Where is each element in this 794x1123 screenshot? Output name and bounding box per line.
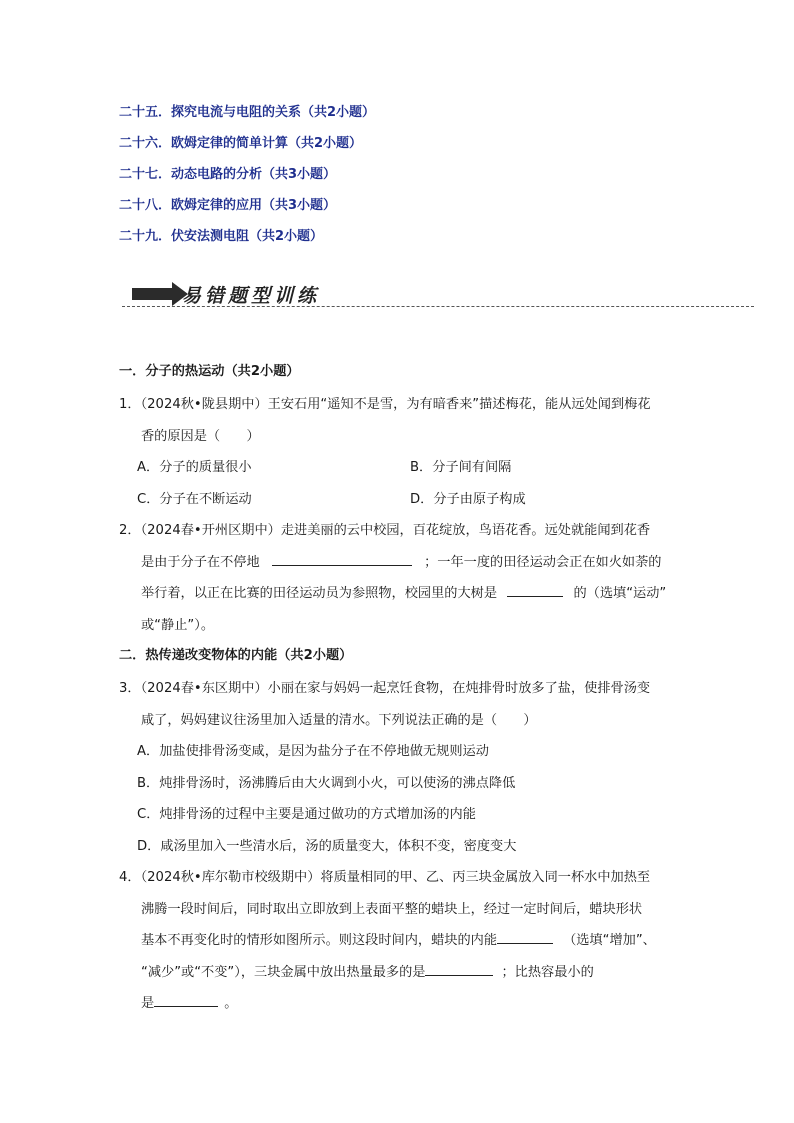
toc-item-27[interactable]: 二十七．动态电路的分析（共3小题）	[119, 167, 337, 182]
question-4-text: 。	[224, 996, 238, 1011]
toc-item-26[interactable]: 二十六．欧姆定律的简单计算（共2小题）	[119, 136, 363, 151]
option-b[interactable]: B．炖排骨汤时，汤沸腾后由大火调到小火，可以使汤的沸点降低	[137, 775, 516, 791]
option-c[interactable]: C．分子在不断运动	[137, 491, 252, 507]
answer-blank[interactable]	[154, 992, 218, 1007]
question-2-line-4: 或“静止”）。	[141, 617, 215, 633]
section-title-2: 二．热传递改变物体的内能（共2小题）	[119, 648, 353, 663]
question-2-line-1: 2．（2024春•开州区期中）走进美丽的云中校园，百花绽放，鸟语花香。远处就能闻到花香	[119, 523, 651, 538]
answer-blank[interactable]	[497, 929, 553, 944]
question-4	[119, 862, 689, 1020]
question-1	[119, 389, 689, 515]
question-2-line-3	[119, 578, 689, 610]
toc-item-25[interactable]: 二十五．探究电流与电阻的关系（共2小题）	[119, 105, 376, 120]
question-4-line-4	[119, 957, 689, 989]
question-4-text: ；比热容最小的	[501, 964, 594, 980]
question-4-line-1: 4．（2024秋•库尔勒市校级期中）将质量相同的甲、乙、丙三块金属放入同一杯水中加热至	[119, 870, 651, 885]
question-2-text: 是由于分子在不停地	[141, 554, 260, 570]
answer-blank[interactable]	[507, 582, 563, 597]
question-4-text: 是	[141, 996, 155, 1011]
question-4-text: “减少”或“不变”），三块金属中放出热量最多的是	[141, 964, 426, 980]
option-d[interactable]: D．咸汤里加入一些清水后，汤的质量变大，体积不变，密度变大	[137, 838, 517, 854]
question-2-text: ；一年一度的田径运动会正在如火如荼的	[424, 554, 662, 570]
question-4-line-3	[119, 925, 689, 957]
question-4-line-5	[119, 988, 689, 1020]
toc-list	[119, 102, 375, 257]
question-3-line-1: 3．（2024春•东区期中）小丽在家与妈妈一起烹饪食物，在炖排骨时放多了盐，使排骨汤变	[119, 681, 651, 696]
option-c[interactable]: C．炖排骨汤的过程中主要是通过做功的方式增加汤的内能	[137, 807, 476, 822]
answer-blank[interactable]	[272, 551, 412, 566]
question-content	[119, 361, 689, 1020]
question-4-line-2: 沸腾一段时间后，同时取出立即放到上表面平整的蜡块上，经过一定时间后，蜡块形状	[141, 901, 643, 917]
question-1-options	[119, 452, 689, 515]
option-b[interactable]: B．分子间有间隔	[410, 460, 512, 475]
question-3	[119, 673, 689, 862]
toc-item-28[interactable]: 二十八．欧姆定律的应用（共3小题）	[119, 198, 337, 213]
question-4-text: （选填“增加”、	[563, 933, 656, 948]
question-4-text: 基本不再变化时的情形如图所示。则这段时间内，蜡块的内能	[141, 933, 498, 948]
section-banner	[122, 280, 754, 312]
question-1-line-2: 香的原因是（ ）	[141, 428, 260, 444]
option-a[interactable]: A．分子的质量很小	[137, 460, 252, 475]
dashed-divider	[122, 306, 754, 307]
question-2-text: 举行着，以正在比赛的田径运动员为参照物，校园里的大树是	[141, 586, 498, 601]
question-2-text: 的（选填“运动”	[573, 586, 667, 601]
question-1-line-1: 1．（2024秋•陇县期中）王安石用“遥知不是雪，为有暗香来”描述梅花，能从远处闻到梅花	[119, 397, 651, 412]
section-title-1: 一．分子的热运动（共2小题）	[119, 364, 300, 379]
toc-item-29[interactable]: 二十九．伏安法测电阻（共2小题）	[119, 229, 324, 244]
banner-title: 易错题型训练	[182, 285, 321, 307]
question-2-line-2	[119, 547, 689, 579]
option-a[interactable]: A．加盐使排骨汤变咸，是因为盐分子在不停地做无规则运动	[137, 744, 489, 759]
option-d[interactable]: D．分子由原子构成	[410, 491, 526, 507]
answer-blank[interactable]	[425, 961, 493, 976]
question-2	[119, 515, 689, 641]
question-3-line-2: 咸了，妈妈建议往汤里加入适量的清水。下列说法正确的是（ ）	[141, 712, 537, 728]
